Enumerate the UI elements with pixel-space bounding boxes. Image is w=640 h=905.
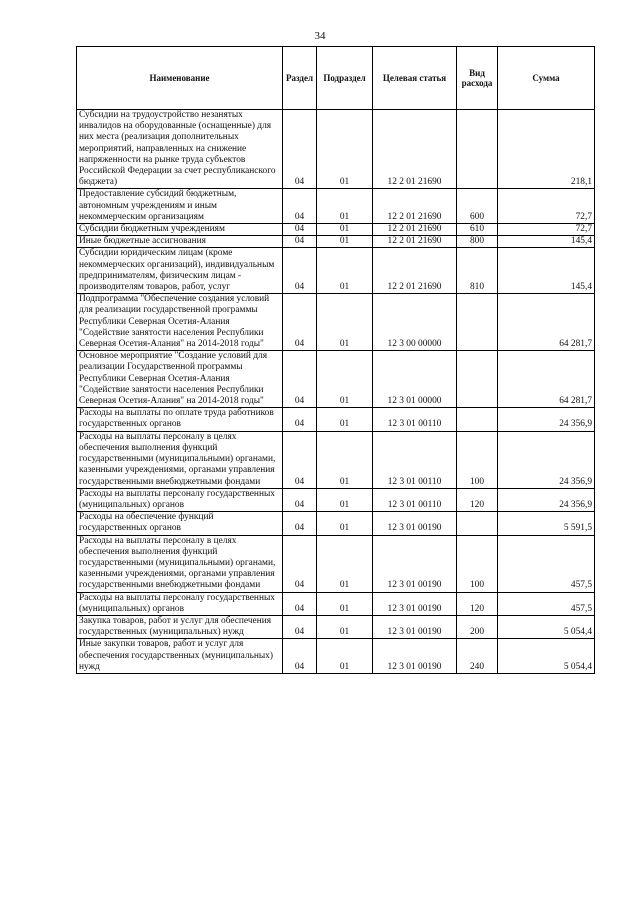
row-target: 12 3 01 00190: [373, 639, 457, 674]
row-name: Расходы на выплаты персоналу в целях обеспечения выполнения функций государственными (муниципальными) органами, казенными учреждениями, органами управления государственными внебюджетными фондами: [77, 431, 283, 488]
row-name: Субсидии юридическим лицам (кроме некоммерческих организаций), индивидуальным предпринимателям, физическим лицам - производителям товаров, работ, услуг: [77, 248, 283, 294]
header-amount: Сумма: [498, 47, 595, 110]
row-subsection: 01: [317, 236, 373, 248]
row-amount: 24 356,9: [498, 488, 595, 511]
table-row: [77, 639, 595, 674]
row-target: 12 2 01 21690: [373, 248, 457, 294]
table-header-row: [77, 47, 595, 110]
row-name: Расходы на выплаты персоналу государственных (муниципальных) органов: [77, 488, 283, 511]
row-expense-type: [457, 294, 498, 351]
table-row: [77, 488, 595, 511]
row-section: 04: [283, 615, 317, 638]
row-expense-type: 600: [457, 189, 498, 224]
row-subsection: 01: [317, 248, 373, 294]
row-subsection: 01: [317, 351, 373, 408]
row-section: 04: [283, 431, 317, 488]
row-section: 04: [283, 224, 317, 236]
row-target: 12 3 01 00000: [373, 351, 457, 408]
row-subsection: 01: [317, 408, 373, 431]
row-name: Основное мероприятие "Создание условий для реализации Государственной программы Республики Северная Осетия-Алания "Содействие занятости населения Республики Северная Осетия-Алания" на 2014-2018 годы": [77, 351, 283, 408]
row-subsection: 01: [317, 224, 373, 236]
row-target: 12 3 01 00190: [373, 615, 457, 638]
row-target: 12 3 00 00000: [373, 294, 457, 351]
table-row: [77, 592, 595, 615]
row-subsection: 01: [317, 615, 373, 638]
row-amount: 64 281,7: [498, 294, 595, 351]
row-name: Иные бюджетные ассигнования: [77, 236, 283, 248]
header-subsection: Подраздел: [317, 47, 373, 110]
row-expense-type: [457, 512, 498, 535]
table-row: [77, 431, 595, 488]
row-name: Иные закупки товаров, работ и услуг для обеспечения государственных (муниципальных) нужд: [77, 639, 283, 674]
row-name: Расходы на обеспечение функций государственных органов: [77, 512, 283, 535]
header-expense-type: Вид расхода: [457, 47, 498, 110]
row-target: 12 3 01 00110: [373, 408, 457, 431]
row-section: 04: [283, 488, 317, 511]
row-section: 04: [283, 294, 317, 351]
row-expense-type: [457, 408, 498, 431]
row-subsection: 01: [317, 110, 373, 189]
row-name: Закупка товаров, работ и услуг для обеспечения государственных (муниципальных) нужд: [77, 615, 283, 638]
row-amount: 5 054,4: [498, 615, 595, 638]
row-name: Субсидии на трудоустройство незанятых инвалидов на оборудованные (оснащенные) для них места (реализация дополнительных мероприятий, направленных на снижение напряженности на рынке труда субъектов Российской Федерации за счет республиканского бюджета): [77, 110, 283, 189]
row-target: 12 2 01 21690: [373, 110, 457, 189]
row-section: 04: [283, 592, 317, 615]
row-section: 04: [283, 512, 317, 535]
row-subsection: 01: [317, 535, 373, 592]
header-target: Целевая статья: [373, 47, 457, 110]
row-amount: 218,1: [498, 110, 595, 189]
table-row: [77, 294, 595, 351]
table-row: [77, 189, 595, 224]
table-row: [77, 351, 595, 408]
table-row: [77, 615, 595, 638]
row-expense-type: 120: [457, 592, 498, 615]
row-target: 12 3 01 00190: [373, 535, 457, 592]
page-number: 34: [314, 30, 326, 42]
row-section: 04: [283, 639, 317, 674]
row-amount: 72,7: [498, 189, 595, 224]
budget-table: [76, 46, 595, 674]
row-expense-type: 240: [457, 639, 498, 674]
row-name: Субсидии бюджетным учреждениям: [77, 224, 283, 236]
table-row: [77, 512, 595, 535]
row-target: 12 3 01 00110: [373, 488, 457, 511]
row-section: 04: [283, 189, 317, 224]
row-amount: 24 356,9: [498, 408, 595, 431]
row-section: 04: [283, 535, 317, 592]
row-name: Расходы на выплаты персоналу государственных (муниципальных) органов: [77, 592, 283, 615]
row-expense-type: [457, 351, 498, 408]
row-name: Расходы на выплаты персоналу в целях обеспечения выполнения функций государственными (муниципальными) органами, казенными учреждениями, органами управления государственными внебюджетными фондами: [77, 535, 283, 592]
row-amount: 5 591,5: [498, 512, 595, 535]
row-target: 12 3 01 00110: [373, 431, 457, 488]
row-expense-type: 200: [457, 615, 498, 638]
row-target: 12 3 01 00190: [373, 592, 457, 615]
row-subsection: 01: [317, 592, 373, 615]
table-row: [77, 535, 595, 592]
row-amount: 64 281,7: [498, 351, 595, 408]
row-subsection: 01: [317, 189, 373, 224]
row-amount: 145,4: [498, 236, 595, 248]
row-name: Предоставление субсидий бюджетным, автономным учреждениям и иным некоммерческим организациям: [77, 189, 283, 224]
row-subsection: 01: [317, 512, 373, 535]
row-amount: 457,5: [498, 592, 595, 615]
row-expense-type: [457, 110, 498, 189]
row-amount: 5 054,4: [498, 639, 595, 674]
row-target: 12 3 01 00190: [373, 512, 457, 535]
row-amount: 24 356,9: [498, 431, 595, 488]
row-expense-type: 810: [457, 248, 498, 294]
row-name: Расходы на выплаты по оплате труда работников государственных органов: [77, 408, 283, 431]
row-section: 04: [283, 236, 317, 248]
row-target: 12 2 01 21690: [373, 224, 457, 236]
row-amount: 145,4: [498, 248, 595, 294]
table-row: [77, 248, 595, 294]
row-expense-type: 120: [457, 488, 498, 511]
row-section: 04: [283, 351, 317, 408]
header-section: Раздел: [283, 47, 317, 110]
row-target: 12 2 01 21690: [373, 236, 457, 248]
row-subsection: 01: [317, 639, 373, 674]
row-expense-type: 610: [457, 224, 498, 236]
row-subsection: 01: [317, 431, 373, 488]
row-subsection: 01: [317, 488, 373, 511]
row-amount: 457,5: [498, 535, 595, 592]
row-expense-type: 100: [457, 431, 498, 488]
table-row: [77, 408, 595, 431]
table-row: [77, 224, 595, 236]
row-subsection: 01: [317, 294, 373, 351]
row-amount: 72,7: [498, 224, 595, 236]
row-target: 12 2 01 21690: [373, 189, 457, 224]
table-row: [77, 236, 595, 248]
row-expense-type: 800: [457, 236, 498, 248]
table-row: [77, 110, 595, 189]
header-name: Наименование: [77, 47, 283, 110]
row-expense-type: 100: [457, 535, 498, 592]
row-section: 04: [283, 408, 317, 431]
row-name: Подпрограмма "Обеспечение создания условий для реализации государственной программы Республики Северная Осетия-Алания "Содействие занятости населения Республики Северная Осетия-Алания" на 2014-2018 годы": [77, 294, 283, 351]
row-section: 04: [283, 248, 317, 294]
row-section: 04: [283, 110, 317, 189]
